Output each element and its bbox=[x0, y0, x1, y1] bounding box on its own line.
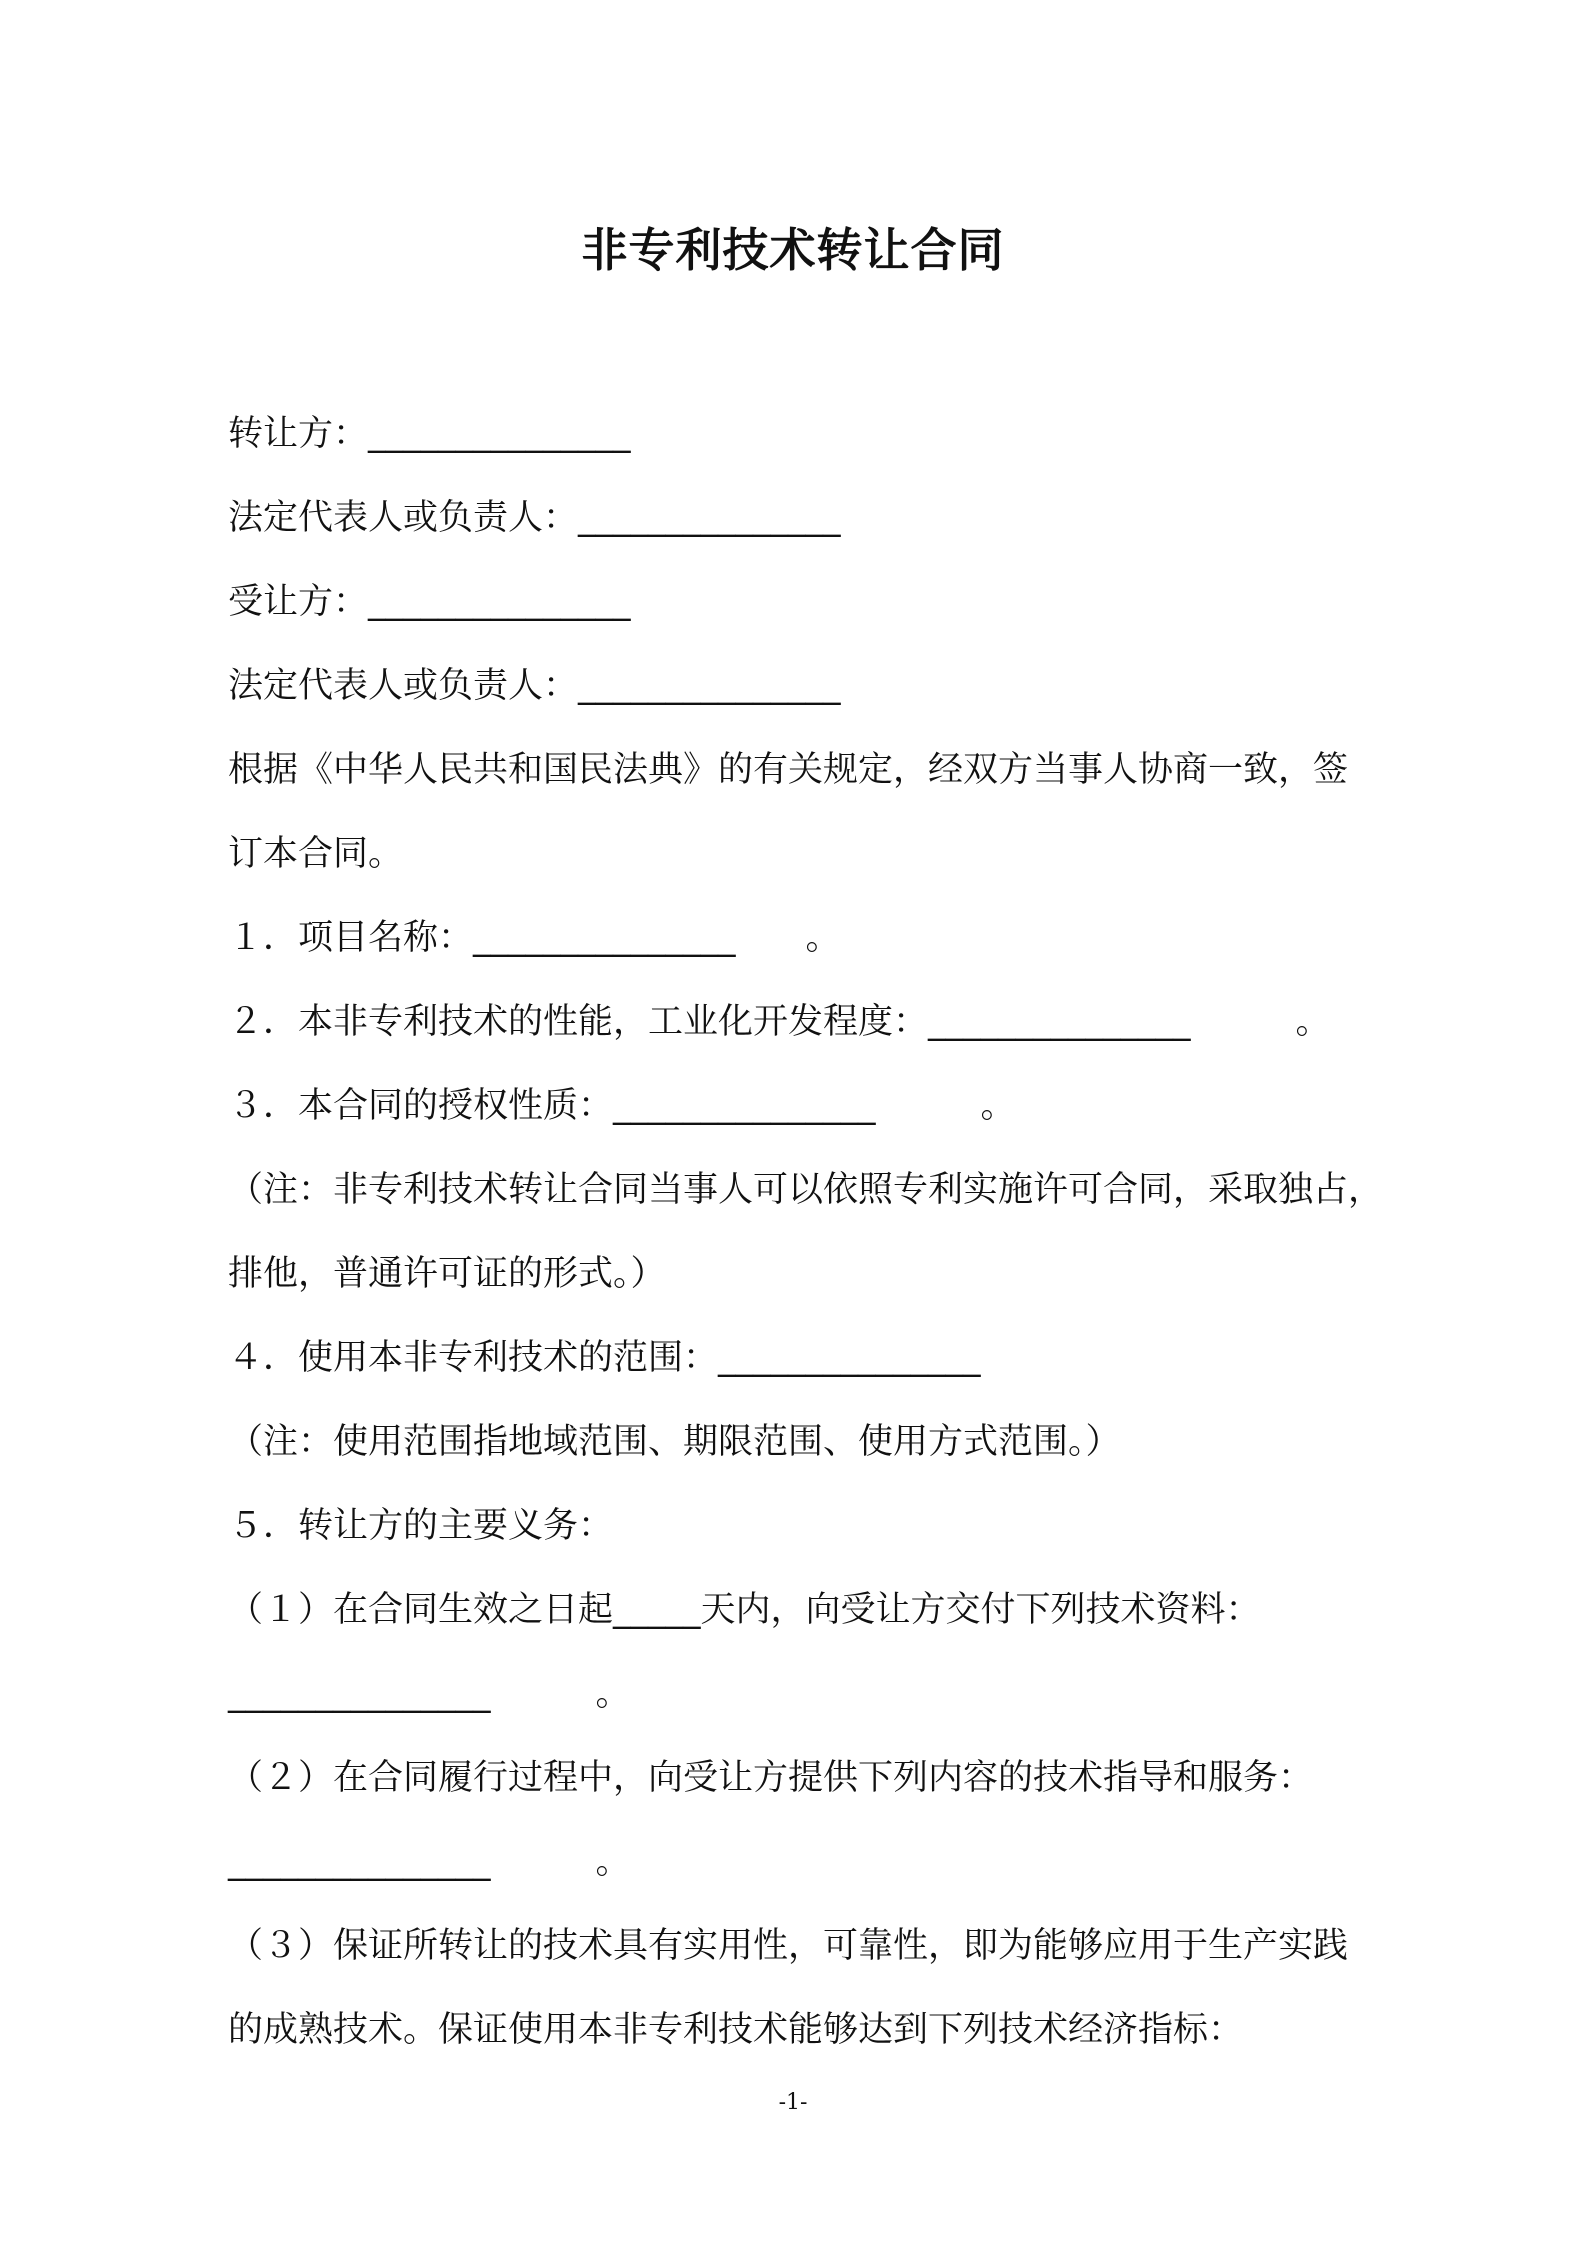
transferee-line: 受让方：_______________ bbox=[228, 582, 631, 622]
note-1-line-1: （注：非专利技术转让合同当事人可以依照专利实施许可合同，采取独占， bbox=[228, 1170, 1384, 1210]
clause-2-performance: ２．本非专利技术的性能，工业化开发程度：_______________ 。 bbox=[228, 1002, 1331, 1042]
transferor-representative-line: 法定代表人或负责人：_______________ bbox=[228, 498, 841, 538]
clause-5-item-1: （１）在合同生效之日起_____天内，向受让方交付下列技术资料： bbox=[228, 1590, 1261, 1630]
page-number: -1- bbox=[778, 2090, 808, 2115]
clause-3-authorization: ３．本合同的授权性质：_______________ 。 bbox=[228, 1086, 1016, 1126]
clause-1-project-name: １．项目名称：_______________ 。 bbox=[228, 918, 841, 958]
note-2: （注：使用范围指地域范围、期限范围、使用方式范围。） bbox=[228, 1422, 1121, 1462]
clause-5-item-3-line-1: （３）保证所转让的技术具有实用性，可靠性，即为能够应用于生产实践 bbox=[228, 1926, 1349, 1966]
preamble-line-1: 根据《中华人民共和国民法典》的有关规定，经双方当事人协商一致，签 bbox=[228, 750, 1349, 790]
preamble-line-2: 订本合同。 bbox=[228, 834, 404, 874]
clause-5-heading: ５．转让方的主要义务： bbox=[228, 1506, 614, 1546]
clause-5-item-1-blank: _______________ 。 bbox=[228, 1674, 631, 1714]
transferee-representative-line: 法定代表人或负责人：_______________ bbox=[228, 666, 841, 706]
note-1-line-2: 排他，普通许可证的形式。） bbox=[228, 1254, 666, 1294]
page-title: 非专利技术转让合同 bbox=[581, 223, 1005, 277]
clause-4-scope: ４．使用本非专利技术的范围：_______________ bbox=[228, 1338, 981, 1378]
clause-5-item-3-line-2: 的成熟技术。保证使用本非专利技术能够达到下列技术经济指标： bbox=[228, 2010, 1244, 2050]
clause-5-item-2-blank: _______________ 。 bbox=[228, 1842, 631, 1882]
transferor-line: 转让方：_______________ bbox=[228, 414, 631, 454]
clause-5-item-2: （２）在合同履行过程中，向受让方提供下列内容的技术指导和服务： bbox=[228, 1758, 1314, 1798]
